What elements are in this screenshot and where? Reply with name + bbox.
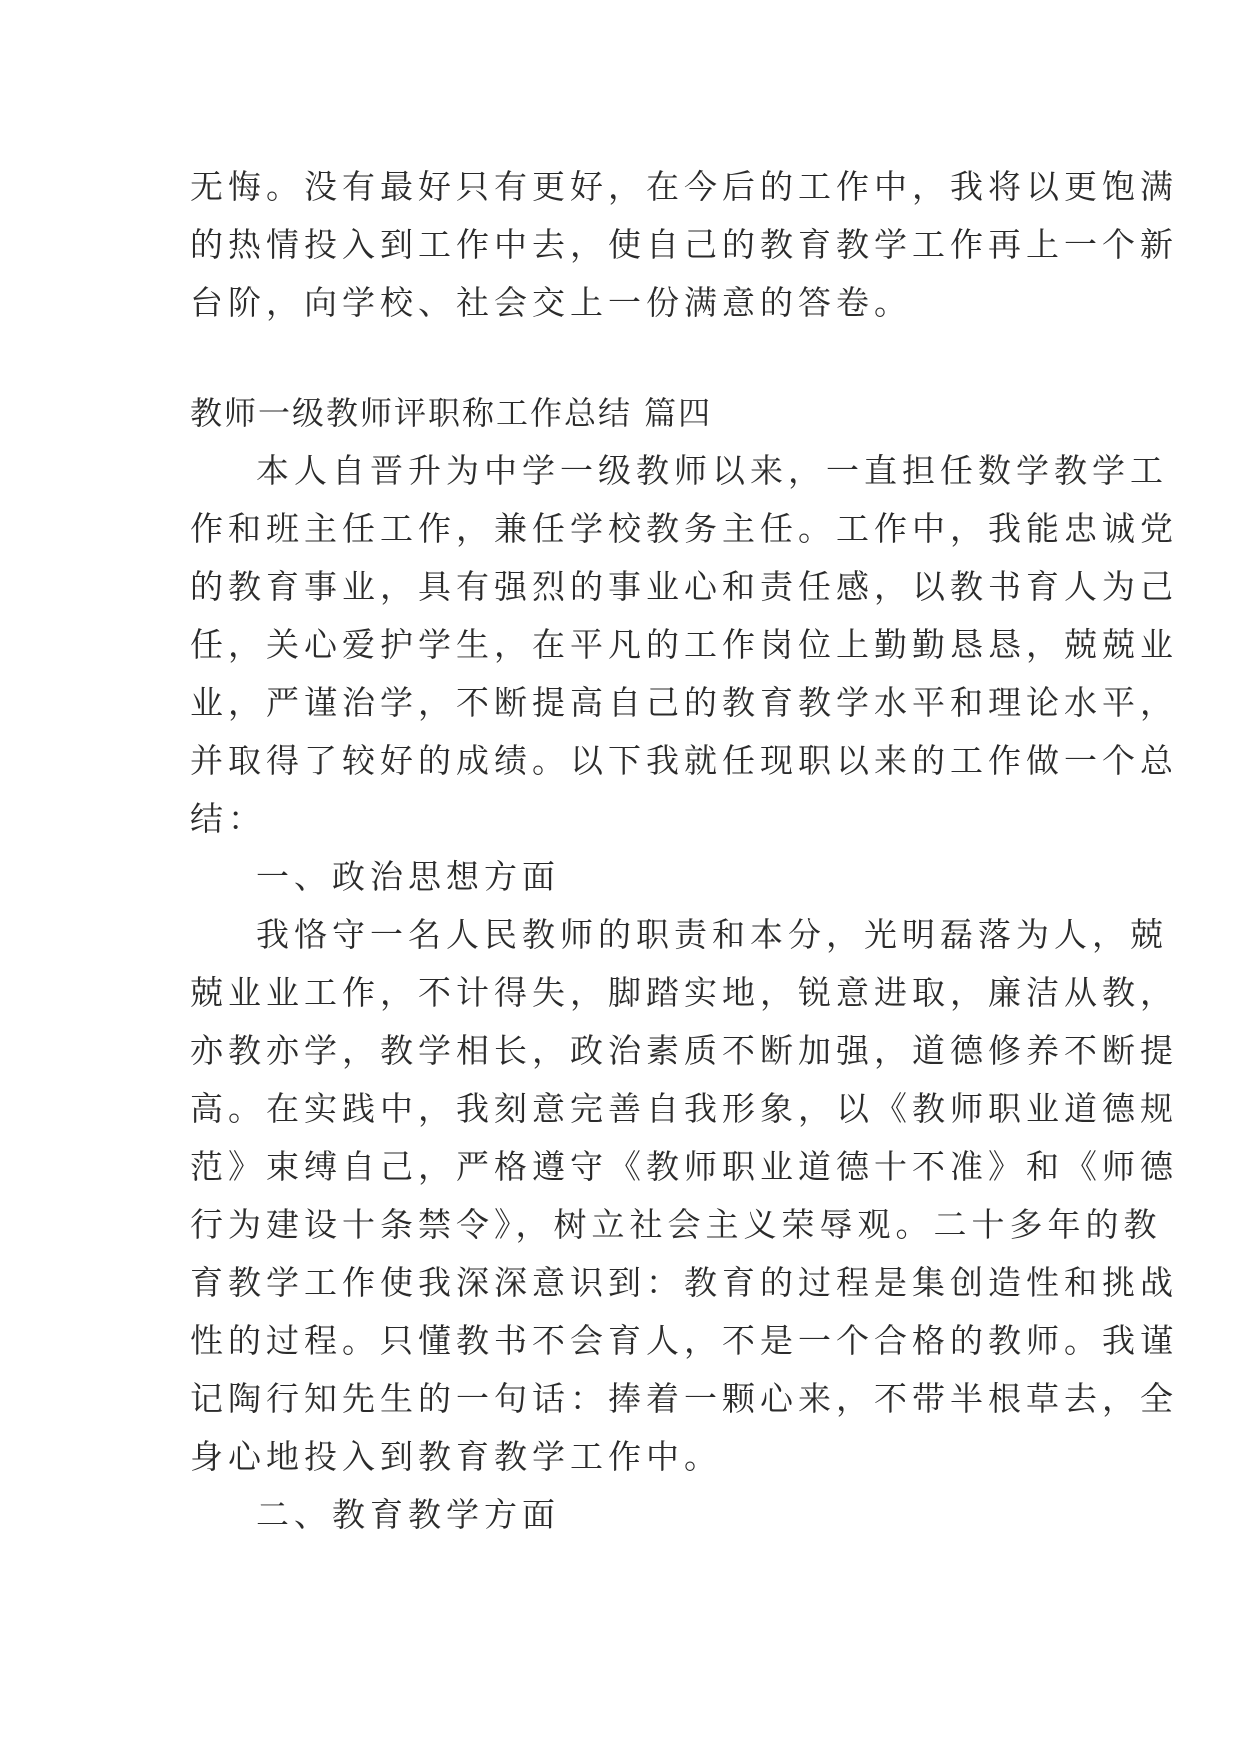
text-line: 行为建设十条禁令》，树立社会主义荣辱观。二十多年的教 xyxy=(190,1205,1162,1244)
text-line: 记陶行知先生的一句话：捧着一颗心来，不带半根草去，全 xyxy=(190,1379,1178,1418)
document-body xyxy=(190,158,1178,1544)
text-line: 的热情投入到工作中去，使自己的教育教学工作再上一个新 xyxy=(190,225,1178,264)
section-title: 教师一级教师评职称工作总结 篇四 xyxy=(190,394,713,432)
subheading-teaching: 二、教育教学方面 xyxy=(256,1495,560,1534)
text-line: 身心地投入到教育教学工作中。 xyxy=(190,1437,722,1476)
paragraph-spacer xyxy=(190,332,1070,384)
subheading-political: 一、政治思想方面 xyxy=(256,857,560,896)
text-line: 作和班主任工作，兼任学校教务主任。工作中，我能忠诚党 xyxy=(190,509,1178,548)
text-line: 业，严谨治学，不断提高自己的教育教学水平和理论水平， xyxy=(190,683,1178,722)
text-line: 高。在实践中，我刻意完善自我形象，以《教师职业道德规 xyxy=(190,1089,1178,1128)
intro-paragraph xyxy=(190,158,1178,332)
text-line: 任，关心爱护学生，在平凡的工作岗位上勤勤恳恳，兢兢业 xyxy=(190,625,1178,664)
text-line: 无悔。没有最好只有更好，在今后的工作中，我将以更饱满 xyxy=(190,167,1178,206)
text-line: 的教育事业，具有强烈的事业心和责任感，以教书育人为己 xyxy=(190,567,1178,606)
text-line: 性的过程。只懂教书不会育人，不是一个合格的教师。我谨 xyxy=(190,1321,1178,1360)
text-line: 范》束缚自己，严格遵守《教师职业道德十不准》和《师德 xyxy=(190,1147,1178,1186)
text-line: 结： xyxy=(190,799,266,838)
paragraph-1 xyxy=(190,442,1178,848)
text-line: 台阶，向学校、社会交上一份满意的答卷。 xyxy=(190,283,912,322)
text-line: 育教学工作使我深深意识到：教育的过程是集创造性和挑战 xyxy=(190,1263,1178,1302)
text-line: 兢业业工作，不计得失，脚踏实地，锐意进取，廉洁从教， xyxy=(190,973,1178,1012)
text-line: 并取得了较好的成绩。以下我就任现职以来的工作做一个总 xyxy=(190,741,1178,780)
paragraph-2 xyxy=(190,906,1178,1486)
text-line: 本人自晋升为中学一级教师以来，一直担任数学教学工 xyxy=(256,451,1168,490)
text-line: 我恪守一名人民教师的职责和本分，光明磊落为人，兢 xyxy=(256,915,1168,954)
text-line: 亦教亦学，教学相长，政治素质不断加强，道德修养不断提 xyxy=(190,1031,1178,1070)
